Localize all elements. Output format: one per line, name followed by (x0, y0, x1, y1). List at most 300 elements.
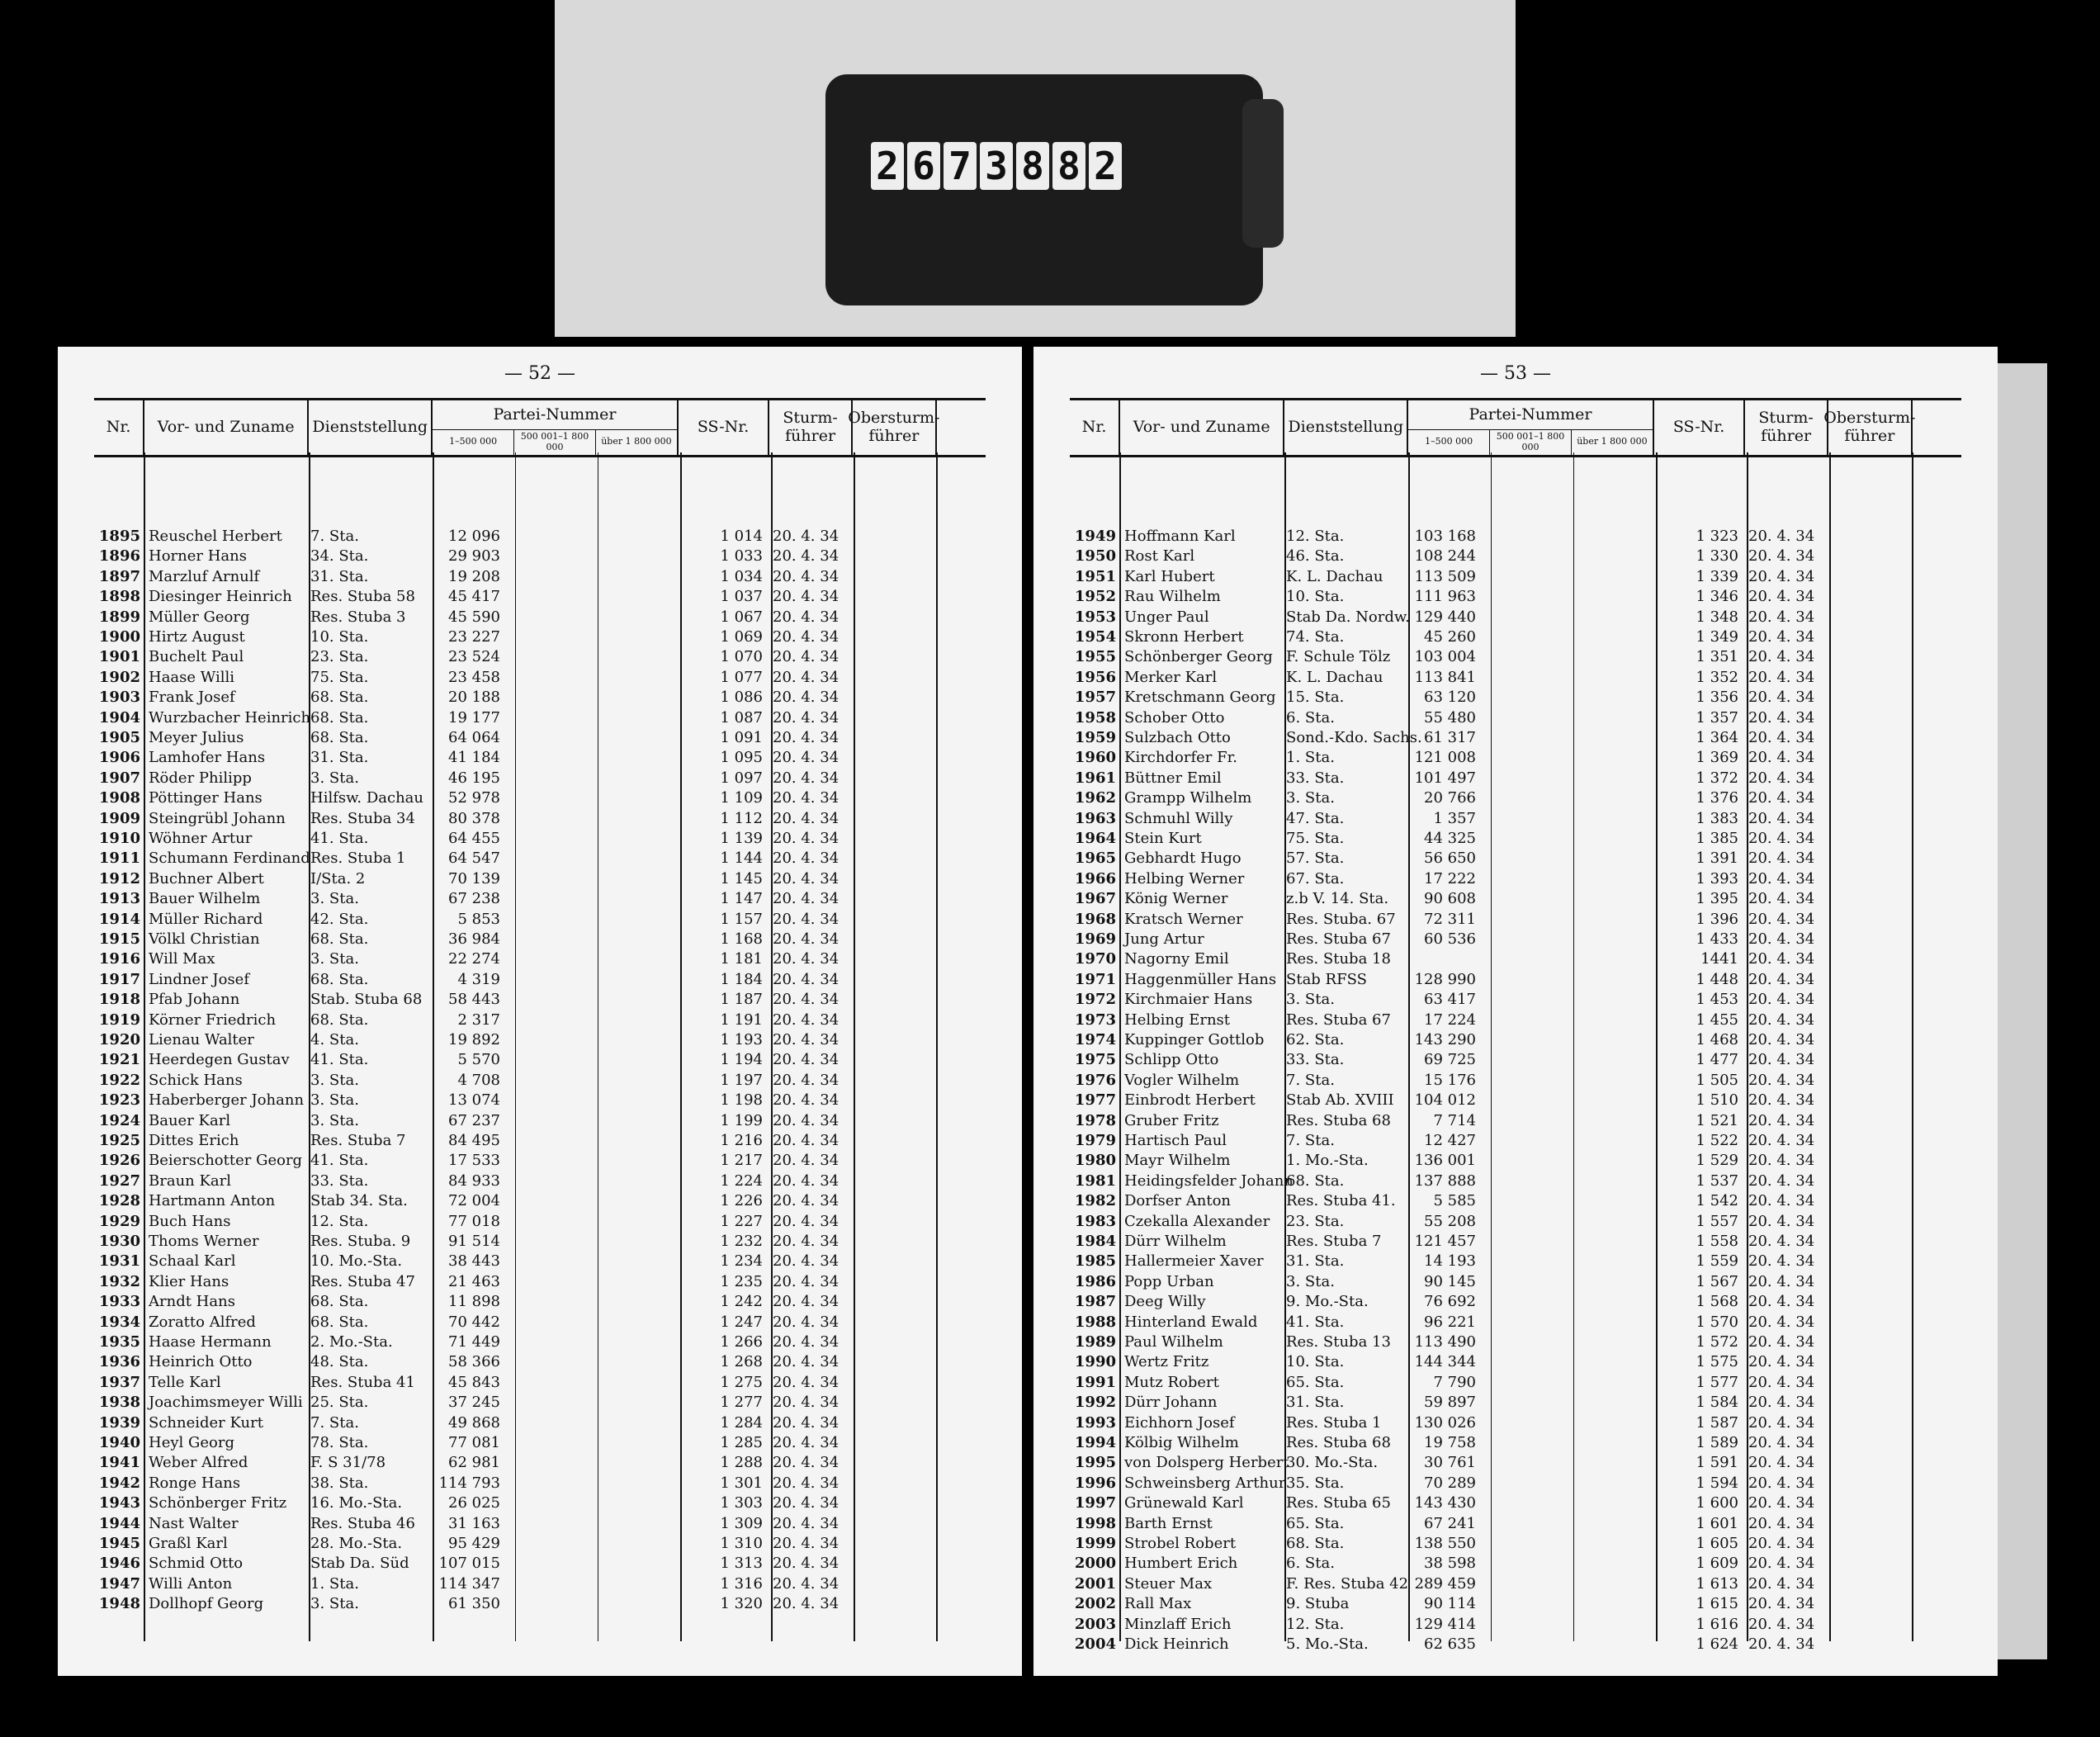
header-name: Vor- und Zuname (1119, 400, 1283, 455)
table-row (94, 769, 986, 788)
service-unit: 3. Sta. (310, 1091, 359, 1110)
header-party-range: 500 001–1 800 000 (1489, 430, 1571, 455)
row-number: 1897 (98, 567, 140, 585)
service-unit: 7. Sta. (1286, 1071, 1335, 1089)
row-number: 1961 (1074, 769, 1116, 787)
member-name: Schneider Kurt (149, 1413, 263, 1432)
service-unit: 10. Sta. (1286, 588, 1345, 606)
header-ss: SS-Nr. (1653, 400, 1743, 455)
table-row (94, 1514, 986, 1534)
sturmfuehrer-date: 20. 4. 34 (1748, 749, 1815, 767)
ss-number: 1 109 (720, 789, 763, 807)
table-row (1070, 527, 1961, 547)
service-unit: 68. Sta. (310, 689, 369, 707)
member-name: Haggenmüller Hans (1124, 970, 1277, 988)
service-unit: 68. Sta. (1286, 1535, 1345, 1552)
row-number: 1934 (98, 1313, 140, 1331)
member-name: Einbrodt Herbert (1124, 1091, 1256, 1110)
service-unit: Res. Stuba 68 (1286, 1434, 1391, 1451)
member-name: Dollhopf Georg (149, 1595, 264, 1613)
table-row (94, 708, 986, 728)
row-number: 1949 (1074, 528, 1116, 545)
table-row (1070, 1332, 1961, 1352)
table-row (1070, 788, 1961, 808)
sturmfuehrer-date: 20. 4. 34 (1748, 869, 1815, 887)
party-number: 17 222 (1424, 869, 1476, 887)
member-name: Willi Anton (149, 1574, 233, 1593)
member-name: Müller Richard (149, 910, 263, 928)
ss-number: 1 217 (720, 1152, 763, 1170)
service-unit: 9. Mo.-Sta. (1286, 1293, 1369, 1311)
row-number: 1940 (98, 1434, 140, 1451)
service-unit: 68. Sta. (310, 708, 369, 727)
ss-number: 1 145 (720, 869, 763, 887)
ss-number: 1 077 (720, 668, 763, 686)
ss-number: 1 433 (1696, 930, 1738, 948)
sturmfuehrer-date: 20. 4. 34 (773, 1434, 840, 1451)
header-obersturm: Obersturm-führer (1827, 400, 1911, 455)
member-name: Dorfser Anton (1124, 1192, 1232, 1210)
service-unit: 65. Sta. (1286, 1373, 1345, 1391)
member-name: Czekalla Alexander (1124, 1212, 1270, 1230)
party-number: 44 325 (1424, 830, 1476, 847)
member-name: Bauer Wilhelm (149, 890, 261, 908)
ss-number: 1 455 (1696, 1010, 1738, 1029)
service-unit: Res. Stuba 34 (310, 809, 415, 827)
sturmfuehrer-date: 20. 4. 34 (1748, 1071, 1815, 1089)
party-number: 22 274 (448, 950, 500, 968)
service-unit: F. Schule Tölz (1286, 648, 1391, 666)
row-number: 1993 (1074, 1413, 1116, 1432)
member-name: Beierschotter Georg (149, 1152, 303, 1170)
row-number: 1926 (98, 1152, 140, 1170)
service-unit: 68. Sta. (310, 1293, 369, 1311)
table-row (1070, 547, 1961, 566)
service-unit: 2. Mo.-Sta. (310, 1333, 393, 1351)
table-row (94, 1151, 986, 1171)
party-number: 67 241 (1424, 1514, 1476, 1532)
table-row (1070, 1594, 1961, 1614)
sturmfuehrer-date: 20. 4. 34 (1748, 1171, 1815, 1190)
sturmfuehrer-date: 20. 4. 34 (1748, 1394, 1815, 1412)
service-unit: 57. Sta. (1286, 850, 1345, 868)
member-name: Schmuhl Willy (1124, 809, 1233, 827)
table-row (94, 809, 986, 829)
table-row (1070, 1534, 1961, 1554)
member-name: Dick Heinrich (1124, 1635, 1229, 1653)
counter-digit: 2 (1089, 142, 1122, 190)
ss-number: 1 584 (1696, 1394, 1738, 1412)
sturmfuehrer-date: 20. 4. 34 (1748, 567, 1815, 585)
member-name: Helbing Ernst (1124, 1010, 1231, 1029)
ss-number: 1 316 (720, 1574, 763, 1593)
party-number: 58 443 (448, 991, 500, 1009)
ss-number: 1 323 (1696, 528, 1738, 545)
table-row (1070, 1232, 1961, 1252)
ss-number: 1 184 (720, 970, 763, 988)
service-unit: 16. Mo.-Sta. (310, 1494, 403, 1512)
row-number: 1896 (98, 547, 140, 566)
service-unit: 23. Sta. (310, 648, 369, 666)
member-name: Paul Wilhelm (1124, 1333, 1223, 1351)
sturmfuehrer-date: 20. 4. 34 (773, 1132, 840, 1149)
header-obersturm: Obersturm-führer (851, 400, 935, 455)
service-unit: 9. Stuba (1286, 1595, 1350, 1613)
table-row (94, 1111, 986, 1131)
party-number: 104 012 (1414, 1091, 1476, 1110)
row-number: 1995 (1074, 1454, 1116, 1472)
party-number: 20 188 (448, 689, 500, 707)
sturmfuehrer-date: 20. 4. 34 (1748, 1615, 1815, 1633)
party-number: 107 015 (438, 1555, 500, 1573)
sturmfuehrer-date: 20. 4. 34 (773, 668, 840, 686)
table-row (94, 587, 986, 607)
table-row (94, 970, 986, 990)
table-row (94, 1373, 986, 1393)
sturmfuehrer-date: 20. 4. 34 (773, 991, 840, 1009)
header-dienst: Dienststellung (307, 400, 431, 455)
row-number: 1966 (1074, 869, 1116, 887)
table-row (94, 627, 986, 647)
sturmfuehrer-date: 20. 4. 34 (773, 1373, 840, 1391)
member-name: Horner Hans (149, 547, 247, 566)
sturmfuehrer-date: 20. 4. 34 (1748, 890, 1815, 908)
table-row (1070, 1091, 1961, 1110)
table-header (94, 398, 986, 457)
row-number: 1947 (98, 1574, 140, 1593)
ss-number: 1 198 (720, 1091, 763, 1110)
sturmfuehrer-date: 20. 4. 34 (773, 1494, 840, 1512)
sturmfuehrer-date: 20. 4. 34 (1748, 1555, 1815, 1573)
table-row (94, 608, 986, 627)
party-number: 96 221 (1424, 1313, 1476, 1331)
ss-number: 1 227 (720, 1212, 763, 1230)
service-unit: Res. Stuba 68 (1286, 1111, 1391, 1129)
table-row (1070, 1313, 1961, 1332)
ss-number: 1 242 (720, 1293, 763, 1311)
sturmfuehrer-date: 20. 4. 34 (1748, 830, 1815, 847)
sturmfuehrer-date: 20. 4. 34 (1748, 1454, 1815, 1472)
row-number: 1921 (98, 1051, 140, 1069)
party-number: 136 001 (1414, 1152, 1476, 1170)
ss-number: 1 477 (1696, 1051, 1738, 1069)
member-name: Barth Ernst (1124, 1514, 1213, 1532)
party-number: 289 459 (1414, 1574, 1476, 1593)
service-unit: 42. Sta. (310, 910, 369, 928)
row-number: 1914 (98, 910, 140, 928)
ss-number: 1 147 (720, 890, 763, 908)
table-row (1070, 1554, 1961, 1574)
member-name: Will Max (149, 950, 215, 968)
service-unit: 48. Sta. (310, 1353, 369, 1371)
service-unit: 10. Sta. (1286, 1353, 1345, 1371)
header-nr: Nr. (106, 418, 131, 437)
table-row (1070, 970, 1961, 990)
party-number: 58 366 (448, 1353, 500, 1371)
ss-number: 1 181 (720, 950, 763, 968)
table-row (1070, 1030, 1961, 1050)
table-row (94, 1393, 986, 1413)
page-number: — 52 — (504, 363, 575, 384)
sturmfuehrer-date: 20. 4. 34 (773, 910, 840, 928)
ss-number: 1 224 (720, 1171, 763, 1190)
sturmfuehrer-date: 20. 4. 34 (1748, 1514, 1815, 1532)
ss-number: 1 356 (1696, 689, 1738, 707)
row-number: 1905 (98, 729, 140, 746)
ss-number: 1 284 (720, 1413, 763, 1432)
service-unit: F. S 31/78 (310, 1454, 386, 1472)
service-unit: 68. Sta. (310, 1313, 369, 1331)
sturmfuehrer-date: 20. 4. 34 (773, 1514, 840, 1532)
party-number: 41 184 (448, 749, 500, 767)
party-number: 15 176 (1424, 1071, 1476, 1089)
party-number: 17 533 (448, 1152, 500, 1170)
table-row (1070, 809, 1961, 829)
ss-number: 1 609 (1696, 1555, 1738, 1573)
sturmfuehrer-date: 20. 4. 34 (1748, 809, 1815, 827)
table-row (1070, 869, 1961, 889)
sturmfuehrer-date: 20. 4. 34 (773, 628, 840, 646)
party-number: 71 449 (448, 1333, 500, 1351)
row-number: 1965 (1074, 850, 1116, 868)
service-unit: 34. Sta. (310, 547, 369, 566)
member-name: Schönberger Fritz (149, 1494, 287, 1512)
party-number: 143 290 (1414, 1031, 1476, 1048)
member-name: Popp Urban (1124, 1272, 1214, 1290)
party-number: 55 480 (1424, 708, 1476, 727)
table-row (94, 1272, 986, 1292)
member-name: Schlipp Otto (1124, 1051, 1219, 1069)
service-unit: 31. Sta. (310, 749, 369, 767)
ss-number: 1 157 (720, 910, 763, 928)
row-number: 1952 (1074, 588, 1116, 606)
table-row (94, 1030, 986, 1050)
service-unit: 78. Sta. (310, 1434, 369, 1451)
sturmfuehrer-date: 20. 4. 34 (773, 1091, 840, 1110)
service-unit: 4. Sta. (310, 1031, 359, 1048)
member-name: Dürr Wilhelm (1124, 1233, 1227, 1250)
ss-number: 1 521 (1696, 1111, 1738, 1129)
member-name: Röder Philipp (149, 769, 252, 787)
member-name: Ronge Hans (149, 1474, 241, 1492)
party-number: 61 317 (1424, 729, 1476, 746)
ss-number: 1 086 (720, 689, 763, 707)
ss-number: 1 095 (720, 749, 763, 767)
member-name: Eichhorn Josef (1124, 1413, 1235, 1432)
sturmfuehrer-date: 20. 4. 34 (1748, 1313, 1815, 1331)
sturmfuehrer-date: 20. 4. 34 (1748, 1535, 1815, 1552)
ss-number: 1 594 (1696, 1474, 1738, 1492)
row-number: 1900 (98, 628, 140, 646)
table-row (1070, 1111, 1961, 1131)
ss-number: 1 589 (1696, 1434, 1738, 1451)
party-number: 67 238 (448, 890, 500, 908)
ss-number: 1 197 (720, 1071, 763, 1089)
table-row (94, 869, 986, 889)
counter-digit: 6 (907, 142, 940, 190)
row-number: 1977 (1074, 1091, 1116, 1110)
row-number: 1935 (98, 1333, 140, 1351)
party-number: 64 455 (448, 830, 500, 847)
member-name: Schumann Ferdinand (149, 850, 310, 868)
row-number: 1959 (1074, 729, 1116, 746)
party-number: 69 725 (1424, 1051, 1476, 1069)
ss-number: 1 624 (1696, 1635, 1738, 1653)
party-number: 63 120 (1424, 689, 1476, 707)
member-name: Haase Hermann (149, 1333, 272, 1351)
sturmfuehrer-date: 20. 4. 34 (773, 830, 840, 847)
table-row (94, 1131, 986, 1151)
party-number: 45 843 (448, 1373, 500, 1391)
table-row (1070, 647, 1961, 667)
table-row (94, 1292, 986, 1312)
party-number: 108 244 (1414, 547, 1476, 566)
sturmfuehrer-date: 20. 4. 34 (773, 1394, 840, 1412)
table-row (1070, 728, 1961, 748)
table-row (1070, 688, 1961, 708)
table-row (94, 647, 986, 667)
member-name: Heyl Georg (149, 1434, 234, 1451)
member-name: König Werner (1124, 890, 1228, 908)
row-number: 1958 (1074, 708, 1116, 727)
service-unit: Res. Stuba. 67 (1286, 910, 1396, 928)
party-number: 111 963 (1414, 588, 1476, 606)
table-row (1070, 1050, 1961, 1070)
service-unit: Res. Stuba 46 (310, 1514, 415, 1532)
party-number: 23 227 (448, 628, 500, 646)
party-number: 23 458 (448, 668, 500, 686)
ss-number: 1 226 (720, 1192, 763, 1210)
sturmfuehrer-date: 20. 4. 34 (1748, 1111, 1815, 1129)
row-number: 1922 (98, 1071, 140, 1089)
party-number: 4 708 (457, 1071, 500, 1089)
ss-number: 1 542 (1696, 1192, 1738, 1210)
ss-number: 1 605 (1696, 1535, 1738, 1552)
row-number: 1932 (98, 1272, 140, 1290)
table-row (1070, 1212, 1961, 1232)
sturmfuehrer-date: 20. 4. 34 (1748, 1132, 1815, 1149)
ss-number: 1 376 (1696, 789, 1738, 807)
member-name: Pöttinger Hans (149, 789, 262, 807)
party-number: 121 008 (1414, 749, 1476, 767)
party-number: 113 841 (1414, 668, 1476, 686)
row-number: 1973 (1074, 1010, 1116, 1029)
service-unit: 10. Sta. (310, 628, 369, 646)
row-number: 1939 (98, 1413, 140, 1432)
party-number: 5 853 (457, 910, 500, 928)
party-number: 19 208 (448, 567, 500, 585)
header-party-range: 1–500 000 (1425, 436, 1473, 447)
row-number: 1917 (98, 970, 140, 988)
sturmfuehrer-date: 20. 4. 34 (1748, 1494, 1815, 1512)
service-unit: 74. Sta. (1286, 628, 1345, 646)
header-extra (935, 400, 986, 455)
service-unit: 1. Mo.-Sta. (1286, 1152, 1369, 1170)
row-number: 1941 (98, 1454, 140, 1472)
row-number: 1950 (1074, 547, 1116, 566)
table-row (1070, 1493, 1961, 1513)
party-number: 29 903 (448, 547, 500, 566)
member-name: Heinrich Otto (149, 1353, 253, 1371)
sturmfuehrer-date: 20. 4. 34 (773, 1192, 840, 1210)
row-number: 1986 (1074, 1272, 1116, 1290)
row-number: 1908 (98, 789, 140, 807)
service-unit: F. Res. Stuba 42 (1286, 1574, 1409, 1593)
row-number: 1990 (1074, 1353, 1116, 1371)
member-name: Humbert Erich (1124, 1555, 1238, 1573)
row-number: 1970 (1074, 950, 1116, 968)
party-number: 38 598 (1424, 1555, 1476, 1573)
service-unit: 12. Sta. (1286, 1615, 1345, 1633)
ss-number: 1 558 (1696, 1233, 1738, 1250)
row-number: 1999 (1074, 1535, 1116, 1552)
service-unit: Res. Stuba 7 (1286, 1233, 1382, 1250)
sturmfuehrer-date: 20. 4. 34 (773, 1474, 840, 1492)
ss-number: 1 310 (720, 1535, 763, 1552)
service-unit: 68. Sta. (310, 970, 369, 988)
sturmfuehrer-date: 20. 4. 34 (773, 1071, 840, 1089)
service-unit: 75. Sta. (310, 668, 369, 686)
row-number: 2004 (1074, 1635, 1116, 1653)
party-number: 2 317 (457, 1010, 500, 1029)
sturmfuehrer-date: 20. 4. 34 (1748, 547, 1815, 566)
member-name: Körner Friedrich (149, 1010, 277, 1029)
ss-number: 1 346 (1696, 588, 1738, 606)
sturmfuehrer-date: 20. 4. 34 (773, 769, 840, 787)
member-name: Völkl Christian (149, 930, 260, 948)
member-name: Buchner Albert (149, 869, 264, 887)
ss-number: 1 232 (720, 1233, 763, 1250)
member-name: Kirchdorfer Fr. (1124, 749, 1237, 767)
sturmfuehrer-date: 20. 4. 34 (1748, 970, 1815, 988)
service-unit: 35. Sta. (1286, 1474, 1345, 1492)
ss-number: 1 453 (1696, 991, 1738, 1009)
table-row (1070, 910, 1961, 930)
ss-number: 1 275 (720, 1373, 763, 1391)
ss-number: 1 591 (1696, 1454, 1738, 1472)
ledger-page-left (58, 347, 1022, 1676)
sturmfuehrer-date: 20. 4. 34 (773, 930, 840, 948)
ss-number: 1 567 (1696, 1272, 1738, 1290)
table-row (94, 688, 986, 708)
member-name: Minzlaff Erich (1124, 1615, 1232, 1633)
table-body (94, 452, 986, 1641)
member-name: Reuschel Herbert (149, 528, 282, 545)
row-number: 1907 (98, 769, 140, 787)
party-number: 114 793 (438, 1474, 500, 1492)
member-name: Mutz Robert (1124, 1373, 1219, 1391)
service-unit: 33. Sta. (310, 1171, 369, 1190)
row-number: 1920 (98, 1031, 140, 1048)
table-row (94, 1554, 986, 1574)
service-unit: 31. Sta. (1286, 1252, 1345, 1271)
table-row (1070, 1514, 1961, 1534)
service-unit: K. L. Dachau (1286, 567, 1383, 585)
member-name: Jung Artur (1124, 930, 1204, 948)
party-number: 4 319 (457, 970, 500, 988)
row-number: 1951 (1074, 567, 1116, 585)
row-number: 1978 (1074, 1111, 1116, 1129)
ss-number: 1 559 (1696, 1252, 1738, 1271)
member-name: Grünewald Karl (1124, 1494, 1244, 1512)
sturmfuehrer-date: 20. 4. 34 (773, 1555, 840, 1573)
ss-number: 1 193 (720, 1031, 763, 1048)
member-name: Schober Otto (1124, 708, 1225, 727)
party-number: 56 650 (1424, 850, 1476, 868)
table-row (94, 1010, 986, 1030)
row-number: 1919 (98, 1010, 140, 1029)
sturmfuehrer-date: 20. 4. 34 (1748, 668, 1815, 686)
